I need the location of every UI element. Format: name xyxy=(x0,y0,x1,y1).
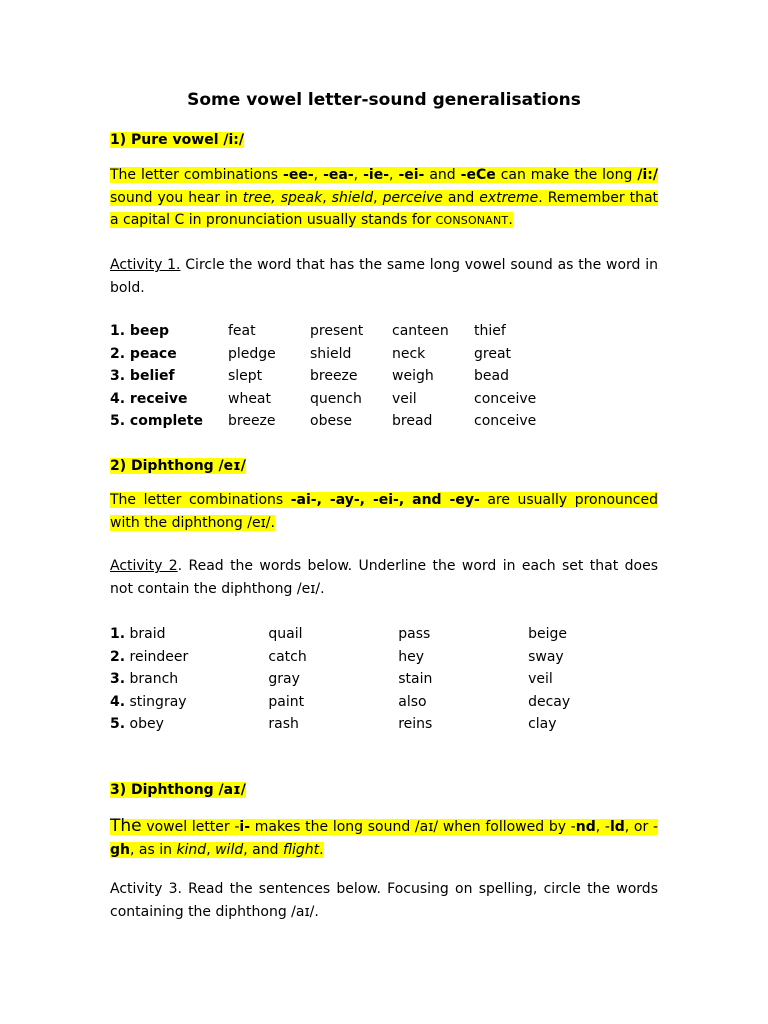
row-number: 1. xyxy=(110,626,126,642)
target-word: 2. peace xyxy=(110,345,177,362)
activity-2-row xyxy=(110,713,658,736)
row-number: 5. xyxy=(110,716,126,732)
word-option: conceive xyxy=(474,390,537,407)
target-word: 5. complete xyxy=(110,413,203,429)
word-option: pledge xyxy=(228,345,276,362)
word-option: conceive xyxy=(474,413,537,429)
activity-2-instructions: Activity 2. Read the words below. Underline the word in each set that does not contain the diphthong /eɪ/. xyxy=(110,558,658,597)
activity-2-row xyxy=(110,691,658,714)
first-word: stingray xyxy=(125,693,187,710)
first-word: braid xyxy=(125,626,166,642)
word-option: weigh xyxy=(392,368,434,384)
word-option xyxy=(110,646,268,669)
word-option: thief xyxy=(474,323,506,339)
word-option: canteen xyxy=(392,323,449,339)
word-option: breeze xyxy=(228,413,276,429)
activity-1-row xyxy=(110,388,658,411)
word-option: clay xyxy=(528,716,557,732)
word-option: pass xyxy=(398,626,431,642)
activity-2-row xyxy=(110,646,658,669)
target-word: 3. belief xyxy=(110,368,175,384)
word-option: sway xyxy=(528,648,564,665)
activity-2-row xyxy=(110,623,658,646)
word-option: breeze xyxy=(310,368,358,384)
activity-2-word-table xyxy=(110,623,658,736)
row-number: 4. xyxy=(110,693,126,710)
section-2-rule: The letter combinations -ai-, -ay-, -ei-, and -ey- are usually pronounced with the diphthong /eɪ/. xyxy=(110,492,658,531)
word-option: veil xyxy=(528,671,553,687)
activity-1-row xyxy=(110,365,658,388)
activity-2-row xyxy=(110,668,658,691)
word-option: slept xyxy=(228,368,263,384)
activity-1-instructions: Activity 1. Circle the word that has the same long vowel sound as the word in bold. xyxy=(110,257,658,296)
section-3-heading: 3) Diphthong /aɪ/ xyxy=(110,782,246,798)
first-word: reindeer xyxy=(125,648,189,665)
row-number: 2. xyxy=(110,648,126,665)
section-1-rule: The letter combinations -ee-, -ea-, -ie-, -ei- and -eCe can make the long /i:/ sound you hear in tree, speak, shield, perceive and extreme. Remember that a capital C in pronunciation usually stands for CONSONANT. xyxy=(110,167,659,228)
word-option: rash xyxy=(268,716,299,732)
activity-1-word-table xyxy=(110,320,658,433)
word-option: bead xyxy=(474,368,509,384)
first-word: obey xyxy=(125,716,164,732)
word-option: shield xyxy=(310,345,352,362)
word-option: obese xyxy=(310,413,352,429)
word-option: hey xyxy=(398,648,425,665)
word-option: veil xyxy=(392,390,417,407)
word-option: quail xyxy=(268,626,303,642)
first-word: branch xyxy=(125,671,179,687)
word-option: feat xyxy=(228,323,256,339)
section-3-rule: The vowel letter -i- makes the long sound /aɪ/ when followed by -nd, -ld, or -gh, as in kind, wild, and flight. xyxy=(110,816,658,858)
section-1-heading: 1) Pure vowel /i:/ xyxy=(110,132,244,148)
activity-1-row xyxy=(110,343,658,366)
section-2-heading: 2) Diphthong /eɪ/ xyxy=(110,458,246,474)
word-option xyxy=(110,623,268,646)
word-option: bread xyxy=(392,413,433,429)
word-option: great xyxy=(474,345,512,362)
word-option: neck xyxy=(392,345,426,362)
word-option xyxy=(110,668,268,691)
target-word: 1. beep xyxy=(110,323,169,339)
word-option: beige xyxy=(528,626,567,642)
word-option: wheat xyxy=(228,390,272,407)
row-number: 3. xyxy=(110,671,126,687)
word-option xyxy=(110,691,268,714)
word-option: gray xyxy=(268,671,300,687)
target-word: 4. receive xyxy=(110,390,188,407)
word-option: quench xyxy=(310,390,362,407)
word-option: also xyxy=(398,693,427,710)
word-option: paint xyxy=(268,693,305,710)
activity-1-row xyxy=(110,320,658,343)
word-option: catch xyxy=(268,648,307,665)
activity-1-row xyxy=(110,410,658,433)
word-option: stain xyxy=(398,671,433,687)
word-option xyxy=(110,713,268,736)
word-option: decay xyxy=(528,693,571,710)
word-option: present xyxy=(310,323,364,339)
activity-3-instructions: Activity 3. Read the sentences below. Focusing on spelling, circle the words containing the diphthong /aɪ/. xyxy=(110,881,658,920)
page-title: Some vowel letter-sound generalisations xyxy=(187,90,581,110)
word-option: reins xyxy=(398,716,433,732)
